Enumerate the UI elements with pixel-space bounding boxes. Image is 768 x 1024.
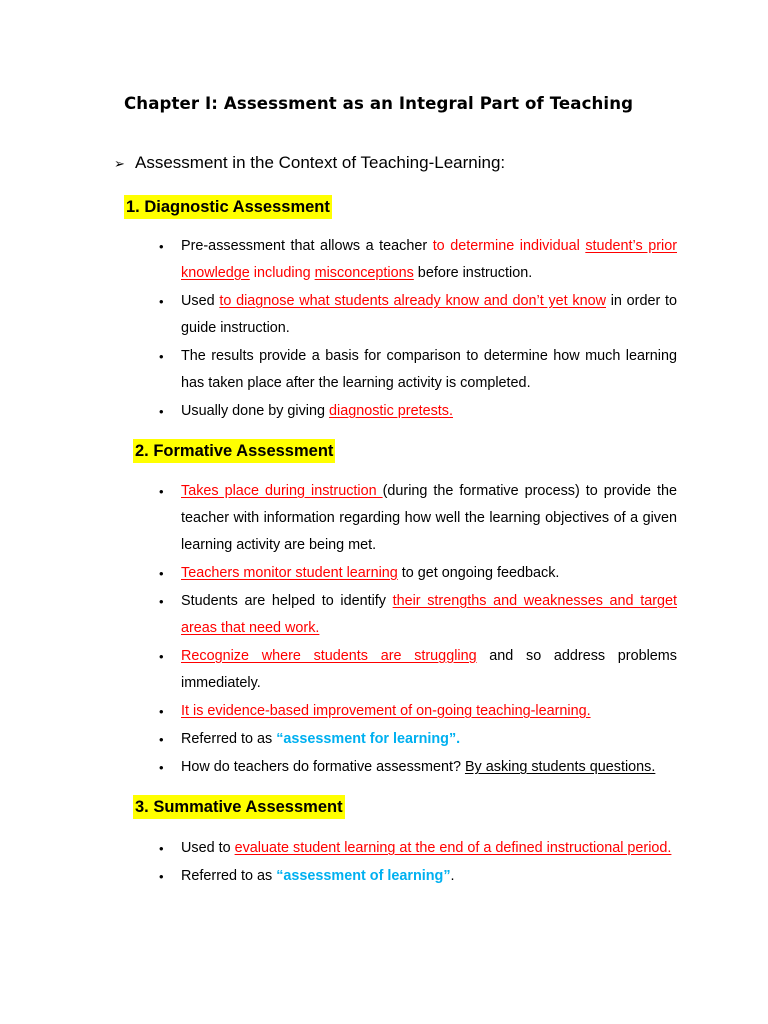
arrow-bullet-icon: ➢ xyxy=(114,156,125,171)
section-heading-text: Assessment in the Context of Teaching-Learning: xyxy=(135,153,506,172)
list-item: • Referred to as “assessment of learning”. xyxy=(181,863,677,890)
summative-heading: 3. Summative Assessment xyxy=(133,795,345,819)
list-item: • Teachers monitor student learning to get ongoing feedback. xyxy=(181,560,677,587)
list-item: • Used to diagnose what students already know and don’t yet know in order to guide instruction. xyxy=(181,288,677,342)
list-item: • Pre-assessment that allows a teacher to determine individual student’s prior knowledge including misconceptions before instruction. xyxy=(181,233,677,287)
list-item: • It is evidence-based improvement of on-going teaching-learning. xyxy=(181,698,677,725)
list-item: • How do teachers do formative assessment? By asking students questions. xyxy=(181,754,677,781)
section-heading xyxy=(114,153,505,173)
list-item: • Takes place during instruction (during the formative process) to provide the teacher with information regarding how well the learning objectives of a given learning activity are being met. xyxy=(181,478,677,559)
formative-heading: 2. Formative Assessment xyxy=(133,439,335,463)
diagnostic-list xyxy=(181,233,677,426)
chapter-title: Chapter I: Assessment as an Integral Part of Teaching xyxy=(124,94,634,113)
list-item: • Students are helped to identify their strengths and weaknesses and target areas that need work. xyxy=(181,588,677,642)
summative-list xyxy=(181,835,677,891)
list-item: • The results provide a basis for comparison to determine how much learning has taken place after the learning activity is completed. xyxy=(181,343,677,397)
diagnostic-heading: 1. Diagnostic Assessment xyxy=(124,195,332,219)
list-item: • Recognize where students are struggling and so address problems immediately. xyxy=(181,643,677,697)
list-item: • Usually done by giving diagnostic pretests. xyxy=(181,398,677,425)
formative-list xyxy=(181,478,677,782)
list-item: • Used to evaluate student learning at the end of a defined instructional period. xyxy=(181,835,677,862)
list-item: • Referred to as “assessment for learning”. xyxy=(181,726,677,753)
